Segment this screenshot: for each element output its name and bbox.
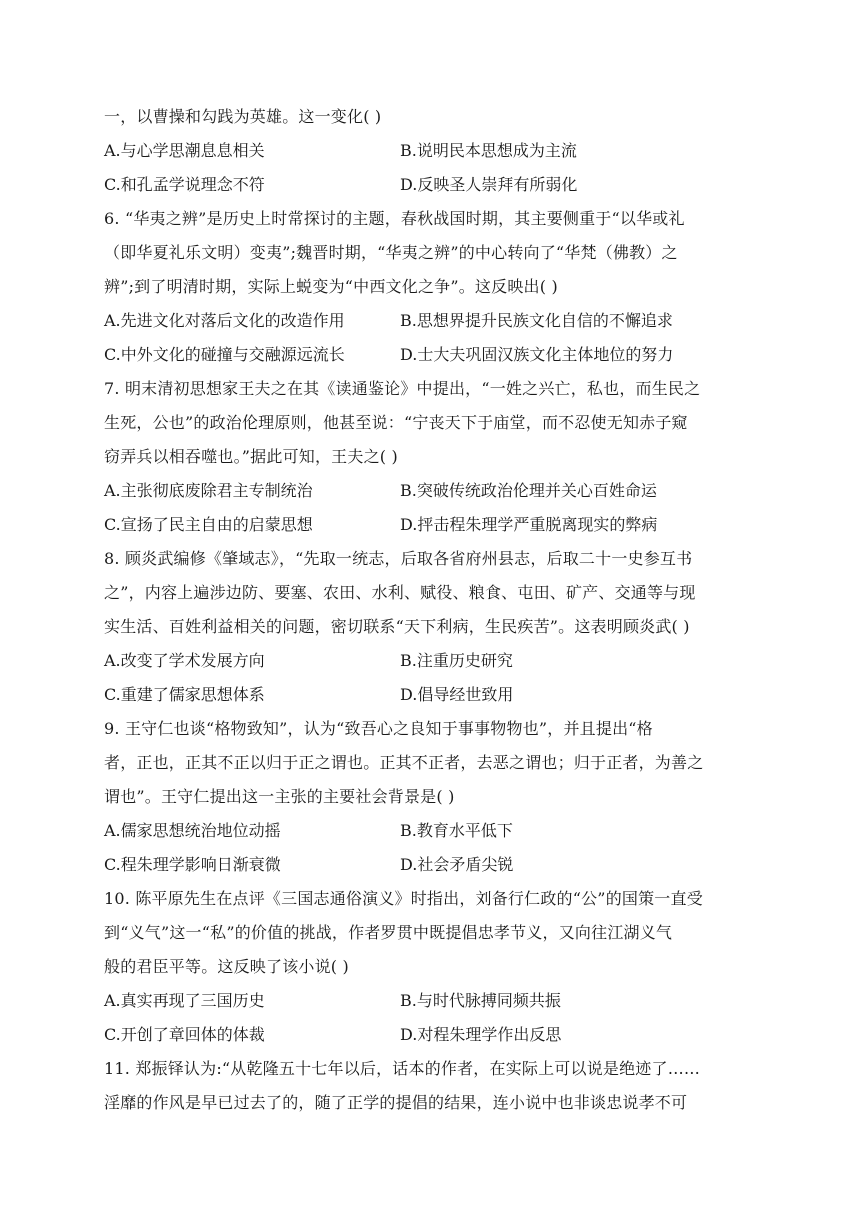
options-row xyxy=(104,168,764,202)
question-11-line: 11. 郑振铎认为:“从乾隆五十七年以后，话本的作者，在实际上可以说是绝迹了…… xyxy=(104,1059,701,1078)
question-8-line: 8. 顾炎武编修《肇域志》，“先取一统志，后取各省府州县志，后取二十一史参互书 xyxy=(104,549,693,568)
question-8-line: 实生活、百姓利益相关的问题，密切联系“天下利病，生民疾苦”。这表明顾炎武( ) xyxy=(104,617,690,636)
option-b[interactable]: B.注重历史研究 xyxy=(400,651,513,670)
question-7-line: 7. 明末清初思想家王夫之在其《读通鉴论》中提出，“一姓之兴亡，私也，而生民之 xyxy=(104,379,701,398)
option-a[interactable]: A.真实再现了三国历史 xyxy=(104,991,265,1010)
question-6-line: 6. “华夷之辨”是历史上时常探讨的主题，春秋战国时期，其主要侧重于“以华或礼 xyxy=(104,209,685,228)
option-c[interactable]: C.和孔孟学说理念不符 xyxy=(104,175,265,194)
option-a[interactable]: A.儒家思想统治地位动摇 xyxy=(104,821,281,840)
options-row xyxy=(104,474,764,508)
option-c[interactable]: C.开创了章回体的体裁 xyxy=(104,1025,265,1044)
options-row xyxy=(104,134,764,168)
question-9-line: 者，正也，正其不正以归于正之谓也。正其不正者，去恶之谓也；归于正者，为善之 xyxy=(104,753,704,772)
option-d[interactable]: D.社会矛盾尖锐 xyxy=(400,855,514,874)
options-row xyxy=(104,508,764,542)
options-row xyxy=(104,644,764,678)
option-a[interactable]: A.改变了学术发展方向 xyxy=(104,651,265,670)
question-9-line: 9. 王守仁也谈“格物致知”，认为“致吾心之良知于事事物物也”，并且提出“格 xyxy=(104,719,653,738)
option-a[interactable]: A.先进文化对落后文化的改造作用 xyxy=(104,311,345,330)
options-row xyxy=(104,338,764,372)
option-b[interactable]: B.思想界提升民族文化自信的不懈追求 xyxy=(400,311,673,330)
option-c[interactable]: C.程朱理学影响日渐衰微 xyxy=(104,855,281,874)
question-6-line: （即华夏礼乐文明）变夷”;魏晋时期，“华夷之辨”的中心转向了“华梵（佛教）之 xyxy=(104,243,678,262)
question-10-line: 10. 陈平原先生在点评《三国志通俗演义》时指出，刘备行仁政的“公”的国策一直受 xyxy=(104,889,703,908)
question-7-line: 窃弄兵以相吞噬也。”据此可知，王夫之( ) xyxy=(104,447,398,466)
option-c[interactable]: C.中外文化的碰撞与交融源远流长 xyxy=(104,345,345,364)
options-row xyxy=(104,814,764,848)
options-row xyxy=(104,678,764,712)
option-d[interactable]: D.士大夫巩固汉族文化主体地位的努力 xyxy=(400,345,674,364)
options-row xyxy=(104,848,764,882)
question-9-line: 谓也”。王守仁提出这一主张的主要社会背景是( ) xyxy=(104,787,455,806)
question-10-line: 到“义气”这一“私”的价值的挑战，作者罗贯中既提倡忠孝节义，又向往江湖义气 xyxy=(104,923,673,942)
question-11-line: 淫靡的作风是早已过去了的，随了正学的提倡的结果，连小说中也非谈忠说孝不可 xyxy=(104,1093,688,1112)
options-row xyxy=(104,304,764,338)
options-row xyxy=(104,984,764,1018)
question-8-line: 之”，内容上遍涉边防、要塞、农田、水利、赋役、粮食、屯田、矿产、交通等与现 xyxy=(104,583,696,602)
question-6-line: 辨”;到了明清时期，实际上蜕变为“中西文化之争”。这反映出( ) xyxy=(104,277,558,296)
option-a[interactable]: A.主张彻底废除君主专制统治 xyxy=(104,481,313,500)
option-d[interactable]: D.抨击程朱理学严重脱离现实的弊病 xyxy=(400,515,658,534)
option-b[interactable]: B.教育水平低下 xyxy=(400,821,513,840)
option-a[interactable]: A.与心学思潮息息相关 xyxy=(104,141,265,160)
option-c[interactable]: C.重建了儒家思想体系 xyxy=(104,685,265,704)
option-d[interactable]: D.反映圣人崇拜有所弱化 xyxy=(400,175,578,194)
question-7-line: 生死，公也”的政治伦理原则，他甚至说：“宁丧天下于庙堂，而不忍使无知赤子窥 xyxy=(104,413,688,432)
option-b[interactable]: B.说明民本思想成为主流 xyxy=(400,141,577,160)
option-d[interactable]: D.倡导经世致用 xyxy=(400,685,514,704)
options-row xyxy=(104,1018,764,1052)
option-d[interactable]: D.对程朱理学作出反思 xyxy=(400,1025,562,1044)
option-b[interactable]: B.突破传统政治伦理并关心百姓命运 xyxy=(400,481,657,500)
option-b[interactable]: B.与时代脉搏同频共振 xyxy=(400,991,561,1010)
question-5-tail: 一，以曹操和勾践为英雄。这一变化( ) xyxy=(104,107,382,126)
question-10-line: 般的君臣平等。这反映了该小说( ) xyxy=(104,957,349,976)
option-c[interactable]: C.宣扬了民主自由的启蒙思想 xyxy=(104,515,313,534)
document-page xyxy=(104,100,764,1120)
